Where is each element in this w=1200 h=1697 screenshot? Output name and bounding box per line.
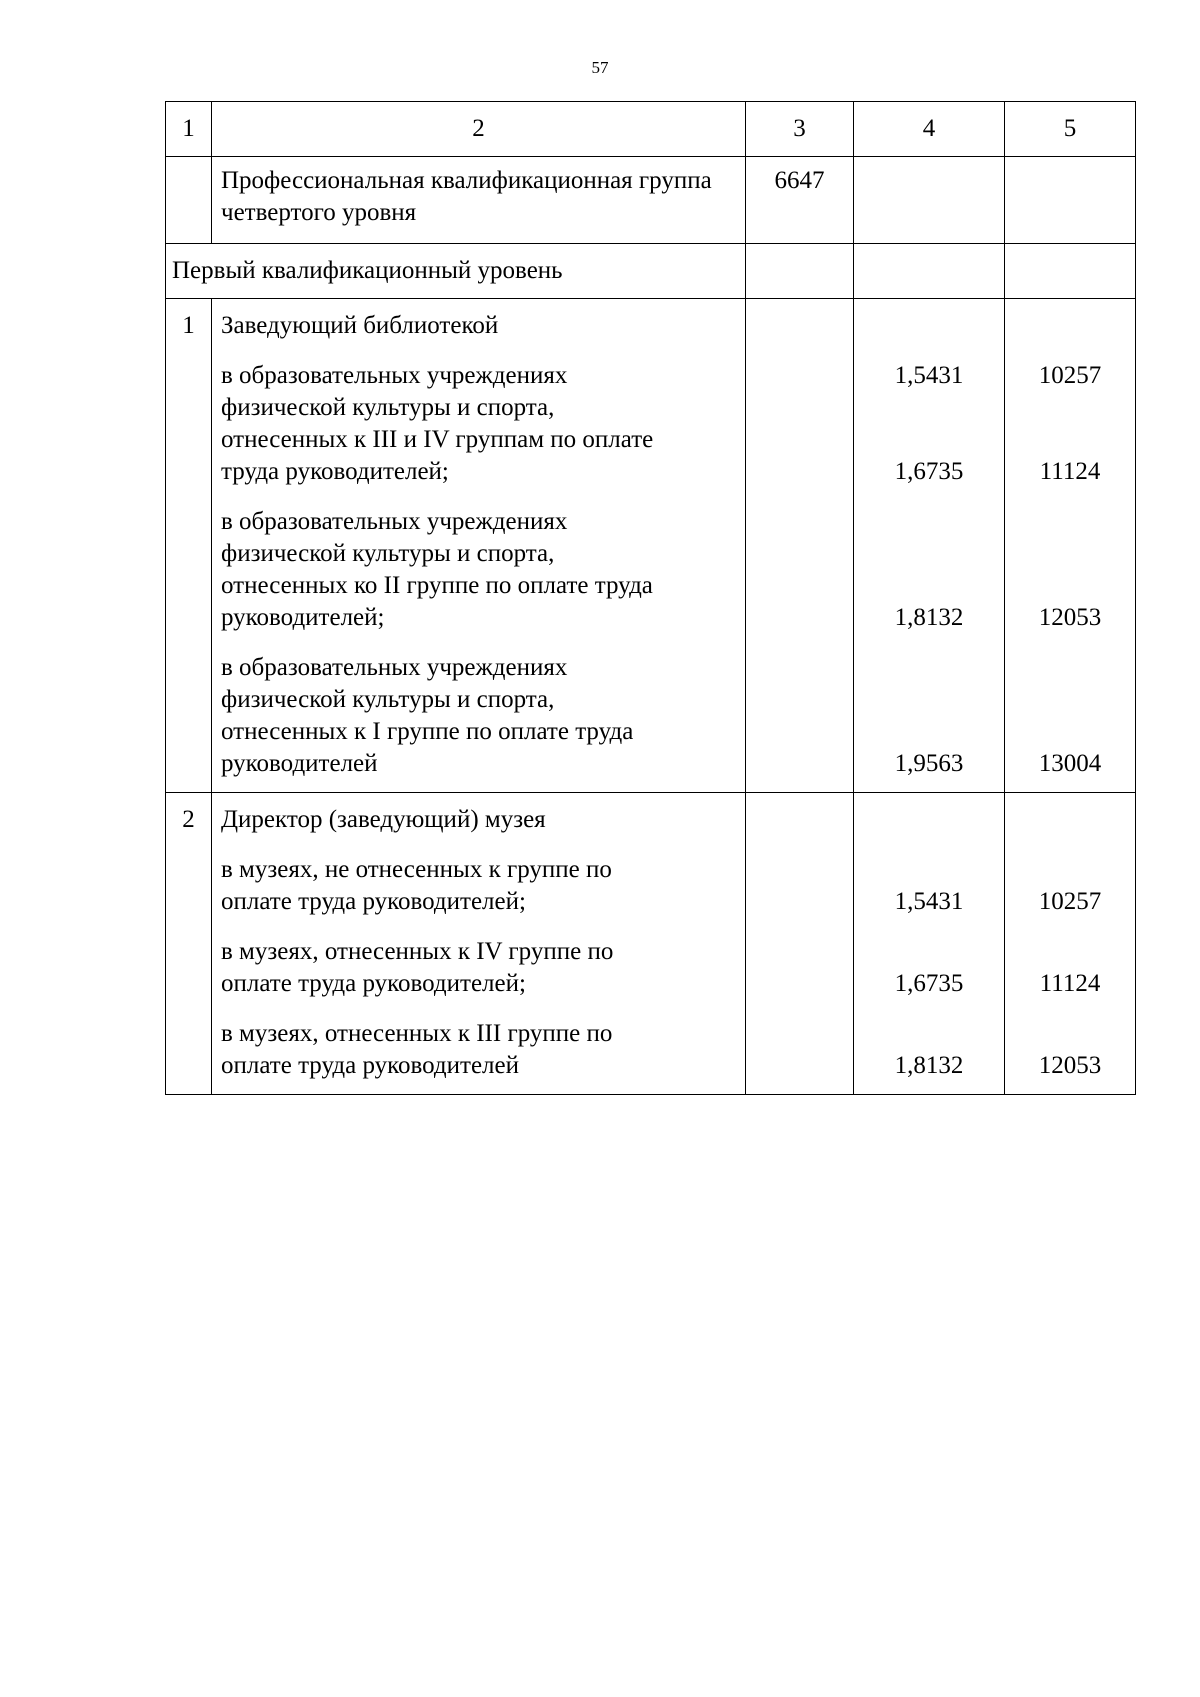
qualification-group-code: 6647 — [774, 167, 825, 194]
qualification-group-name: Профессиональная квалификационная группа четвертого уровня — [221, 167, 712, 226]
entry-line: руководителей; — [221, 604, 385, 631]
entry-line: физической культуры и спорта, — [221, 394, 555, 421]
salary-value: 12053 — [1038, 1052, 1102, 1079]
entry-line: в образовательных учреждениях — [221, 362, 568, 389]
coefficient-cell — [854, 299, 1005, 793]
entry-text — [212, 652, 745, 780]
entry-line: в музеях, отнесенных к IV группе по — [221, 938, 614, 965]
entry-line: отнесенных ко II группе по оплате труда — [221, 572, 653, 599]
empty-cell — [746, 793, 854, 1095]
column-number: 2 — [212, 102, 746, 157]
entry-line: в музеях, не отнесенных к группе по — [221, 856, 612, 883]
entry-text — [212, 360, 745, 488]
coefficient-cell — [854, 793, 1005, 1095]
page-number: 57 — [591, 58, 609, 77]
entry-line: руководителей — [221, 750, 378, 777]
column-number: 5 — [1005, 102, 1136, 157]
entry-line: отнесенных к III и IV группам по оплате — [221, 426, 654, 453]
empty-cell — [1005, 157, 1136, 244]
entry-text — [212, 854, 745, 918]
empty-cell — [854, 244, 1005, 299]
coefficient-value: 1,9563 — [894, 750, 964, 777]
position-row — [166, 299, 1136, 793]
qualification-group-cell — [212, 157, 746, 244]
column-number: 4 — [854, 102, 1005, 157]
entry-text — [212, 506, 745, 634]
salary-table — [165, 101, 1136, 1095]
salary-value: 11124 — [1039, 458, 1101, 485]
coefficient-value: 1,6735 — [894, 458, 964, 485]
position-row — [166, 793, 1136, 1095]
entry-line: оплате труда руководителей; — [221, 888, 526, 915]
entry-line: физической культуры и спорта, — [221, 686, 555, 713]
salary-cell — [1005, 299, 1136, 793]
entry-line: в образовательных учреждениях — [221, 654, 568, 681]
empty-cell — [746, 244, 854, 299]
salary-value: 11124 — [1039, 970, 1101, 997]
entry-line: труда руководителей; — [221, 458, 449, 485]
position-title: Заведующий библиотекой — [221, 312, 499, 339]
position-description-cell — [212, 299, 746, 793]
position-title: Директор (заведующий) музея — [221, 806, 546, 833]
column-numbers-row — [166, 102, 1136, 157]
column-number: 1 — [166, 102, 212, 157]
entry-line: физической культуры и спорта, — [221, 540, 555, 567]
coefficient-value: 1,5431 — [894, 362, 964, 389]
coefficient-value: 1,6735 — [894, 970, 964, 997]
qualification-group-row — [166, 157, 1136, 244]
entry-line: оплате труда руководителей; — [221, 970, 526, 997]
salary-value: 10257 — [1038, 888, 1102, 915]
entry-text — [212, 1018, 745, 1082]
salary-value: 13004 — [1038, 750, 1102, 777]
qualification-level-row — [166, 244, 1136, 299]
empty-cell — [746, 299, 854, 793]
salary-value: 12053 — [1038, 604, 1102, 631]
position-description-cell — [212, 793, 746, 1095]
salary-cell — [1005, 793, 1136, 1095]
position-number: 2 — [166, 793, 212, 1095]
empty-cell — [166, 157, 212, 244]
coefficient-value: 1,8132 — [894, 604, 964, 631]
entry-line: оплате труда руководителей — [221, 1052, 519, 1079]
coefficient-value: 1,8132 — [894, 1052, 964, 1079]
position-number: 1 — [166, 299, 212, 793]
entry-text — [212, 936, 745, 1000]
column-number: 3 — [746, 102, 854, 157]
entry-line: в образовательных учреждениях — [221, 508, 568, 535]
qualification-level-cell — [166, 244, 746, 299]
empty-cell — [1005, 244, 1136, 299]
qualification-level: Первый квалификационный уровень — [172, 257, 563, 284]
coefficient-value: 1,5431 — [894, 888, 964, 915]
salary-value: 10257 — [1038, 362, 1102, 389]
entry-line: отнесенных к I группе по оплате труда — [221, 718, 634, 745]
qualification-group-code-cell — [746, 157, 854, 244]
empty-cell — [854, 157, 1005, 244]
entry-line: в музеях, отнесенных к III группе по — [221, 1020, 613, 1047]
